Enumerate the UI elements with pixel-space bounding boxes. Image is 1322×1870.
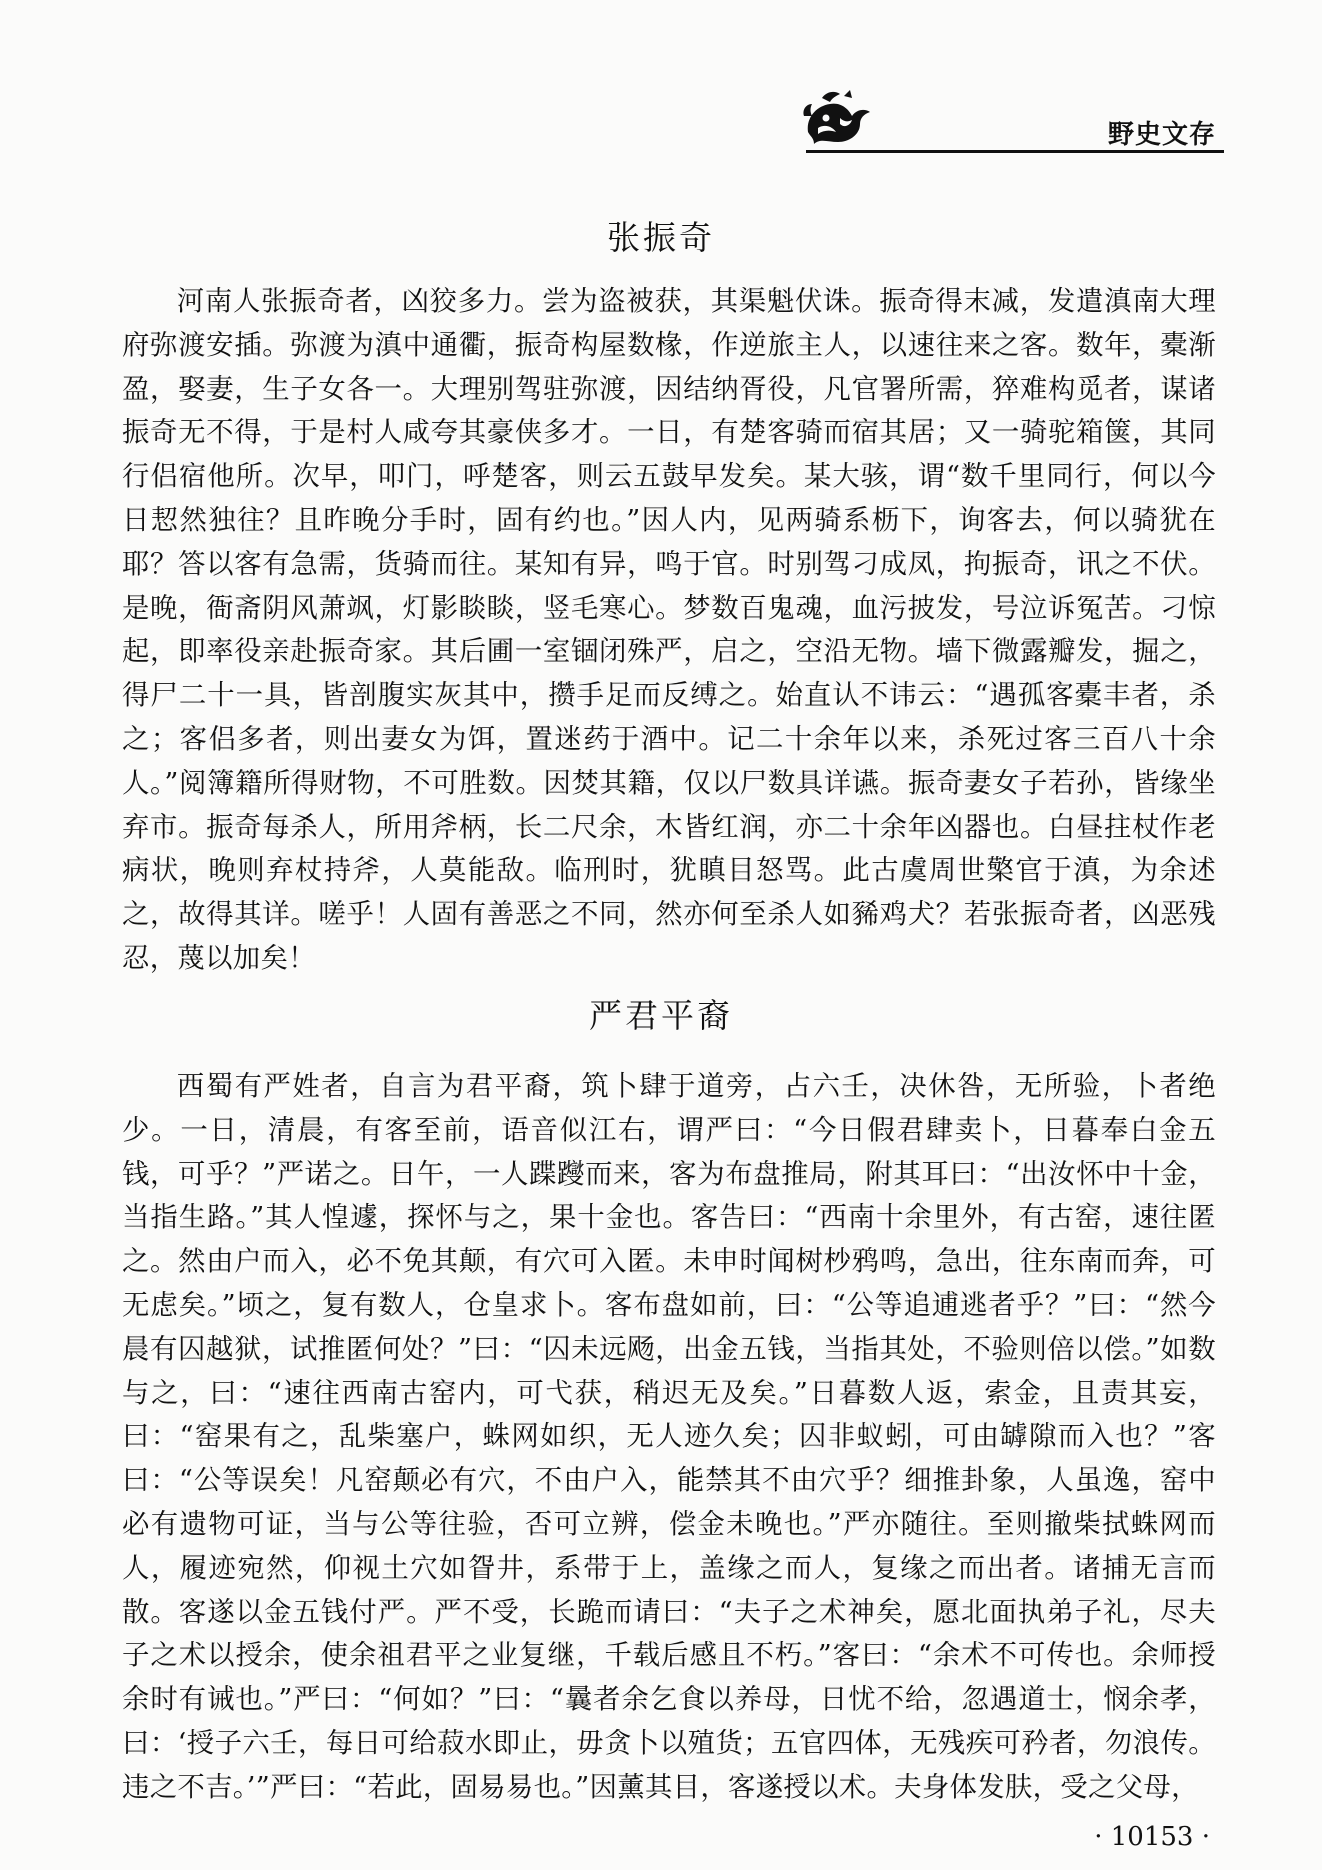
- section-body: 河南人张振奇者，凶狡多力。尝为盗被获，其渠魁伏诛。振奇得末减，发遣滇南大理府弥渡安插。弥渡为滇中通衢，振奇构屋数椽，作逆旅主人，以速往来之客。数年，橐渐盈，娶妻，生子女各一。大理别驾驻弥渡，因结纳胥役，凡官署所需，猝难构觅者，谋诸振奇无不得，于是村人咸夸其豪侠多才。一日，有楚客骑而宿其居；又一骑驼箱箧，其同行侣宿他所。次早，叩门，呼楚客，则云五鼓早发矣。某大骇，谓“数千里同行，何以今日恝然独往？且昨晚分手时，固有约也。”因人内，见两骑系枥下，询客去，何以骑犹在耶？答以客有急需，货骑而往。某知有异，鸣于官。时别驾刁成凤，拘振奇，讯之不伏。是晚，衙斋阴风萧飒，灯影睒睒，竖毛寒心。梦数百鬼魂，血污披发，号泣诉冤苦。刁惊起，即率役亲赴振奇家。其后圃一室锢闭殊严，启之，空沿无物。墙下微露瓣发，掘之，得尸二十一具，皆剖腹实灰其中，攒手足而反缚之。始直认不讳云：“遇孤客橐丰者，杀之；客侣多者，则出妻女为饵，置迷药于酒中。记二十余年以来，杀死过客三百八十余人。”阅簿籍所得财物，不可胜数。因焚其籍，仅以尸数具详䜩。振奇妻女子若孙，皆缘坐弃市。振奇每杀人，所用斧柄，长二尺余，木皆红润，亦二十余年凶器也。白昼拄杖作老病状，晚则弃杖持斧，人莫能敌。临刑时，犹瞋目怒骂。此古虞周世檠官于滇，为余述之，故得其详。嗟乎！人固有善恶之不同，然亦何至杀人如豨鸡犬？若张振奇者，凶恶残忍，蔑以加矣！: [122, 286, 1216, 974]
- series-title: 野史文存: [1108, 120, 1217, 150]
- page-header: [0, 0, 1322, 170]
- dragon-logo-icon: [800, 88, 872, 150]
- page-number: · 10153 ·: [1094, 1822, 1210, 1852]
- section-title: 严君平裔: [589, 996, 733, 1035]
- section-body: 西蜀有严姓者，自言为君平裔，筑卜肆于道旁，占六壬，决休咎，无所验，卜者绝少。一日，清晨，有客至前，语音似江右，谓严曰：“今日假君肆卖卜，日暮奉白金五钱，可乎？”严诺之。日午，一人蹀躞而来，客为布盘推局，附其耳曰：“出汝怀中十金，当指生路。”其人惶遽，探怀与之，果十金也。客告曰：“西南十余里外，有古窑，速往匿之。然由户而入，必不免其颠，有穴可入匿。未申时闻树杪鸦鸣，急出，往东南而奔，可无虑矣。”顷之，复有数人，仓皇求卜。客布盘如前，曰：“公等追逋逃者乎？”曰：“然今晨有囚越狱，试推匿何处？”曰：“囚未远飏，出金五钱，当指其处，不验则倍以偿。”如数与之，曰：“速往西南古窑内，可弋获，稍迟无及矣。”日暮数人返，索金，且责其妄，曰：“窑果有之，乱柴塞户，蛛网如织，无人迹久矣；囚非蚁蚓，可由罅隙而入也？”客曰：“公等误矣！凡窑颠必有穴，不由户入，能禁其不由穴乎？细推卦象，人虽逸，窑中必有遗物可证，当与公等往验，否可立辨，偿金未晚也。”严亦随往。至则撤柴拭蛛网而人，履迹宛然，仰视土穴如眢井，系带于上，盖缘之而人，复缘之而出者。诸捕无言而散。客遂以金五钱付严。严不受，长跪而请曰：“夫子之术神矣，愿北面执弟子礼，尽夫子之术以授余，使余祖君平之业复继，千载后感且不朽。”客曰：“余术不可传也。余师授余时有诫也。”严曰：“何如？”曰：“曩者余乞食以养母，日忧不给，忽遇道士，悯余孝，曰：‘授子六壬，每日可给菽水即止，毋贪卜以殖货；五官四体，无残疾可矜者，勿浪传。违之不吉。’”严曰：“若此，固易易也。”因薰其目，客遂授以术。夫身体发肤，受之父母，: [122, 1071, 1216, 1803]
- section-title: 张振奇: [607, 218, 715, 257]
